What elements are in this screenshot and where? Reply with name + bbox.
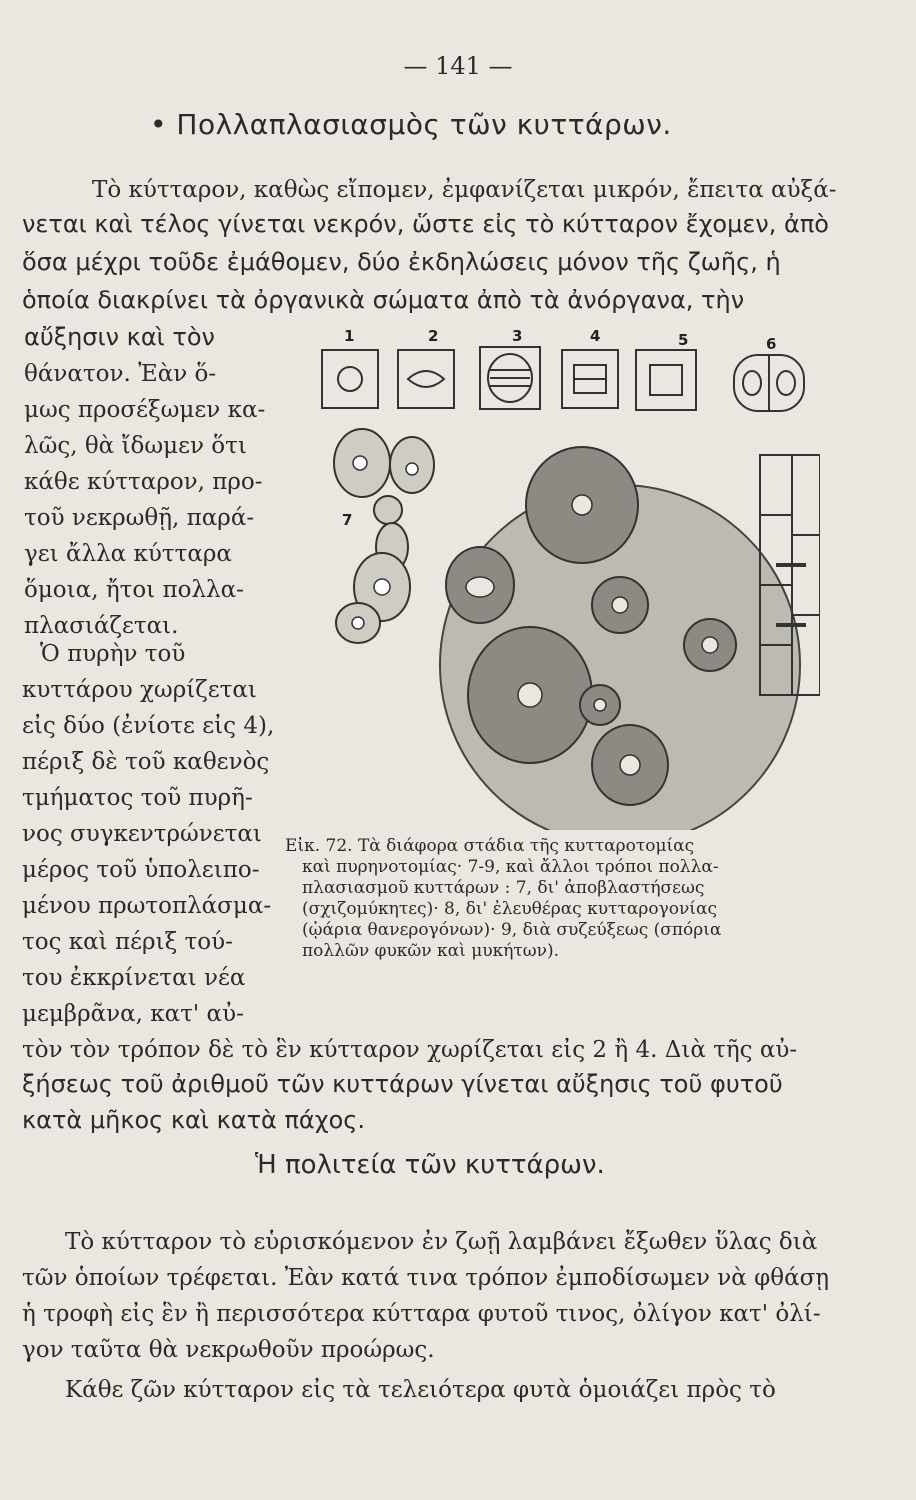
text-line: του ἐκκρίνεται νέα bbox=[22, 965, 246, 991]
text-line: κατὰ μῆκος καὶ κατὰ πάχος. bbox=[22, 1106, 365, 1134]
section-heading: • Πολλαπλασιασμὸς τῶν κυττάρων. bbox=[150, 108, 672, 141]
text-line: τῶν ὁποίων τρέφεται. Ἐὰν κατά τινα τρόπον ἐμποδίσωμεν νὰ φθάσῃ bbox=[22, 1265, 830, 1291]
figure-caption-line: πλασιασμοῦ κυττάρων : 7, δι' ἀποβλαστήσεως bbox=[302, 878, 705, 898]
text-line: μέρος τοῦ ὑπολειπο- bbox=[22, 857, 260, 883]
text-line: αὔξησιν καὶ τὸν bbox=[24, 323, 215, 351]
budding-cells bbox=[334, 429, 434, 643]
text-line: εἰς δύο (ἐνίοτε εἰς 4), bbox=[22, 713, 275, 739]
figure-caption-line: πολλῶν φυκῶν καὶ μυκήτων). bbox=[302, 941, 560, 961]
figure-label: 7 bbox=[342, 511, 353, 529]
text-line: κάθε κύτταρον, προ- bbox=[24, 469, 263, 495]
figure-label: 5 bbox=[678, 331, 689, 349]
text-line: ξήσεως τοῦ ἀριθμοῦ τῶν κυττάρων γίνεται αὔξησις τοῦ φυτοῦ bbox=[22, 1070, 783, 1098]
figure-label: 6 bbox=[766, 335, 777, 353]
text-line: ἡ τροφὴ εἰς ἓν ἢ περισσότερα κύτταρα φυτοῦ τινος, ὀλίγον κατ' ὀλί- bbox=[22, 1301, 821, 1327]
spindle bbox=[408, 371, 444, 387]
text-line: ὅσα μέχρι τοῦδε ἐμάθομεν, δύο ἐκδηλώσεις μόνον τῆς ζωῆς, ἡ bbox=[22, 248, 781, 276]
text-line: γον ταῦτα θὰ νεκρωθοῦν προώρως. bbox=[22, 1337, 435, 1363]
cell-stage-2 bbox=[398, 350, 454, 408]
figure-caption-line: (ᾠάρια θανερογόνων)· 9, διὰ συζεύξεως (σπόρια bbox=[302, 920, 722, 940]
cell-stage-1 bbox=[322, 350, 378, 408]
nucleus bbox=[338, 367, 362, 391]
text-line: πλασιάζεται. bbox=[24, 613, 179, 639]
text-line: γει ἄλλα κύτταρα bbox=[24, 541, 232, 567]
figure-label: 1 bbox=[344, 327, 355, 345]
text-line: λῶς, θὰ ἴδωμεν ὅτι bbox=[24, 433, 247, 459]
text-line: μεμβρᾶνα, κατ' αὐ- bbox=[22, 1001, 244, 1027]
page-number: — 141 — bbox=[403, 52, 513, 80]
figure-label: 2 bbox=[428, 327, 439, 345]
text-line: μένου πρωτοπλάσμα- bbox=[22, 893, 272, 919]
text-line: πέριξ δὲ τοῦ καθενὸς bbox=[22, 749, 270, 775]
text-line: Τὸ κύτταρον τὸ εὑρισκόμενον ἐν ζωῇ λαμβάνει ἔξωθεν ὕλας διὰ bbox=[65, 1229, 818, 1255]
text-line: Τὸ κύτταρον, καθὼς εἴπομεν, ἐμφανίζεται μικρόν, ἔπειτα αὐξά- bbox=[92, 177, 837, 203]
text-line: τος καὶ πέριξ τού- bbox=[22, 929, 233, 955]
text-line: τοῦ νεκρωθῇ, παρά- bbox=[24, 505, 255, 531]
figure-label: 3 bbox=[512, 327, 523, 345]
text-line: τὸν τὸν τρόπον δὲ τὸ ἓν κύτταρον χωρίζεται εἰς 2 ἢ 4. Διὰ τῆς αὐ- bbox=[22, 1037, 798, 1063]
text-line: Κάθε ζῶν κύτταρον εἰς τὰ τελειότερα φυτὰ ὁμοιάζει πρὸς τὸ bbox=[65, 1377, 776, 1403]
cell-division-figure bbox=[300, 325, 820, 830]
figure-caption-line: Εἰκ. 72. Τὰ διάφορα στάδια τῆς κυτταροτομίας bbox=[285, 836, 695, 856]
text-line: νεται καὶ τέλος γίνεται νεκρόν, ὥστε εἰς τὸ κύτταρον ἔχομεν, ἀπὸ bbox=[22, 210, 829, 238]
text-line: ὁποία διακρίνει τὰ ὀργανικὰ σώματα ἀπὸ τὰ ἀνόργανα, τὴν bbox=[22, 286, 745, 314]
text-line: μως προσέξωμεν κα- bbox=[24, 397, 266, 423]
figure-label: 4 bbox=[590, 327, 601, 345]
cell-stage-5 bbox=[636, 350, 696, 410]
section-heading-2: Ἡ πολιτεία τῶν κυττάρων. bbox=[255, 1150, 605, 1180]
text-line: Ὁ πυρὴν τοῦ bbox=[40, 641, 186, 667]
text-line: νος συγκεντρώνεται bbox=[22, 821, 262, 847]
figure-caption-line: καὶ πυρηνοτομίας· 7-9, καὶ ἄλλοι τρόποι πολλα- bbox=[302, 857, 719, 877]
text-line: ὅμοια, ἤτοι πολλα- bbox=[24, 577, 244, 603]
text-line: θάνατον. Ἐὰν ὅ- bbox=[24, 361, 217, 387]
text-line: τμήματος τοῦ πυρῆ- bbox=[22, 785, 253, 811]
figure-caption-line: (σχιζομύκητες)· 8, δι' ἐλευθέρας κυτταρογονίας bbox=[302, 899, 717, 919]
text-line: κυττάρου χωρίζεται bbox=[22, 677, 257, 703]
